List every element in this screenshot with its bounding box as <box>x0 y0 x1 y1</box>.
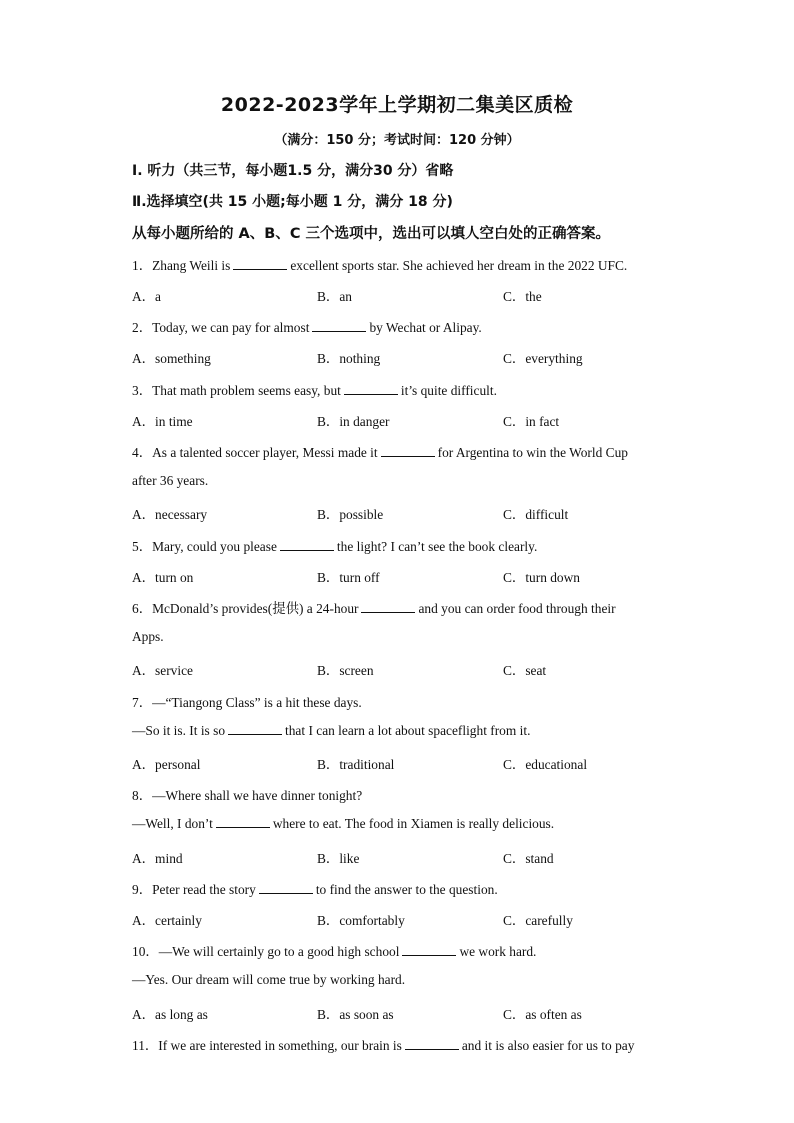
question-8-response <box>132 816 672 832</box>
question-text: it’s quite difficult. <box>400 383 497 398</box>
answer-blank <box>361 601 415 613</box>
answer-blank <box>280 539 334 551</box>
option-b[interactable]: B．in danger <box>317 414 390 429</box>
question-9 <box>132 879 672 898</box>
question-4 <box>132 442 672 461</box>
question-text: we work hard. <box>459 944 537 959</box>
option-b[interactable]: B．like <box>317 851 360 866</box>
question-text: —Well, I don’t <box>132 816 213 831</box>
page-subtitle: （满分：150 分；考试时间：120 分钟） <box>274 133 520 148</box>
option-c[interactable]: C．everything <box>503 351 583 366</box>
option-a[interactable]: A．mind <box>132 851 183 866</box>
option-b[interactable]: B．as soon as <box>317 1007 394 1022</box>
option-a[interactable]: A．a <box>132 289 162 304</box>
question-text: 9．Peter read the story <box>132 882 256 897</box>
answer-blank <box>216 816 270 828</box>
question-text: 11．If we are interested in something, our brain is <box>132 1038 402 1053</box>
question-text: excellent sports star. She achieved her dream in the 2022 UFC. <box>290 258 628 273</box>
question-text: 2．Today, we can pay for almost <box>132 320 310 335</box>
option-b[interactable]: B．turn off <box>317 570 380 585</box>
section-multiple-choice-heading: Ⅱ.选择填空(共 15 小题;每小题 1 分，满分 18 分) <box>132 194 453 210</box>
question-7-response <box>132 723 672 739</box>
option-c[interactable]: C．stand <box>503 851 554 866</box>
question-text: and it is also easier for us to pay <box>461 1038 635 1053</box>
question-7: 7．—“Tiangong Class” is a hit these days. <box>132 695 362 710</box>
question-text: that I can learn a lot about spaceflight from it. <box>285 723 531 738</box>
option-c[interactable]: C．seat <box>503 663 547 678</box>
option-b[interactable]: B．comfortably <box>317 913 405 928</box>
question-10 <box>132 941 672 960</box>
answer-blank <box>259 882 313 894</box>
question-2 <box>132 317 672 336</box>
option-a[interactable]: A．as long as <box>132 1007 208 1022</box>
question-5 <box>132 536 672 555</box>
question-3 <box>132 380 672 399</box>
question-text: —So it is. It is so <box>132 723 226 738</box>
answer-blank <box>233 258 287 270</box>
option-b[interactable]: B．nothing <box>317 351 381 366</box>
option-a[interactable]: A．service <box>132 663 193 678</box>
question-6 <box>132 598 672 617</box>
answer-blank <box>402 944 456 956</box>
option-c[interactable]: C．the <box>503 289 542 304</box>
question-6-continued: Apps. <box>132 629 164 644</box>
option-b[interactable]: B．an <box>317 289 352 304</box>
question-1 <box>132 255 672 274</box>
question-11 <box>132 1035 672 1054</box>
section-listening-heading: Ⅰ. 听力（共三节，每小题1.5 分，满分30 分）省略 <box>132 163 454 179</box>
option-c[interactable]: C．educational <box>503 757 588 772</box>
option-b[interactable]: B．traditional <box>317 757 395 772</box>
question-text: to find the answer to the question. <box>315 882 498 897</box>
question-10-response: —Yes. Our dream will come true by working hard. <box>132 972 406 987</box>
option-c[interactable]: C．turn down <box>503 570 580 585</box>
question-text: where to eat. The food in Xiamen is really delicious. <box>272 816 555 831</box>
question-text: for Argentina to win the World Cup <box>437 445 628 460</box>
answer-blank <box>312 320 366 332</box>
question-text: 4．As a talented soccer player, Messi made it <box>132 445 378 460</box>
page-title: 2022-2023学年上学期初二集美区质检 <box>220 94 574 116</box>
question-4-continued: after 36 years. <box>132 473 209 488</box>
answer-blank <box>344 383 398 395</box>
answer-blank <box>228 723 282 735</box>
question-text: 3．That math problem seems easy, but <box>132 383 341 398</box>
option-c[interactable]: C．difficult <box>503 507 569 522</box>
question-text: the light? I can’t see the book clearly. <box>336 539 538 554</box>
option-a[interactable]: A．something <box>132 351 211 366</box>
answer-blank <box>405 1038 459 1050</box>
option-c[interactable]: C．as often as <box>503 1007 582 1022</box>
question-8: 8．—Where shall we have dinner tonight? <box>132 788 363 803</box>
question-text: by Wechat or Alipay. <box>369 320 482 335</box>
option-c[interactable]: C．in fact <box>503 414 560 429</box>
question-text: 1．Zhang Weili is <box>132 258 231 273</box>
option-a[interactable]: A．personal <box>132 757 201 772</box>
option-b[interactable]: B．screen <box>317 663 374 678</box>
option-c[interactable]: C．carefully <box>503 913 573 928</box>
question-text: 10．—We will certainly go to a good high school <box>132 944 400 959</box>
option-a[interactable]: A．certainly <box>132 913 202 928</box>
answer-blank <box>381 445 435 457</box>
section-instruction: 从每小题所给的 A、B、C 三个选项中，选出可以填人空白处的正确答案。 <box>132 226 611 242</box>
option-b[interactable]: B．possible <box>317 507 384 522</box>
question-text: and you can order food through their <box>418 601 616 616</box>
question-text: 5．Mary, could you please <box>132 539 277 554</box>
question-text: 6．McDonald’s provides(提供) a 24-hour <box>132 601 359 616</box>
option-a[interactable]: A．turn on <box>132 570 194 585</box>
option-a[interactable]: A．necessary <box>132 507 208 522</box>
option-a[interactable]: A．in time <box>132 414 193 429</box>
